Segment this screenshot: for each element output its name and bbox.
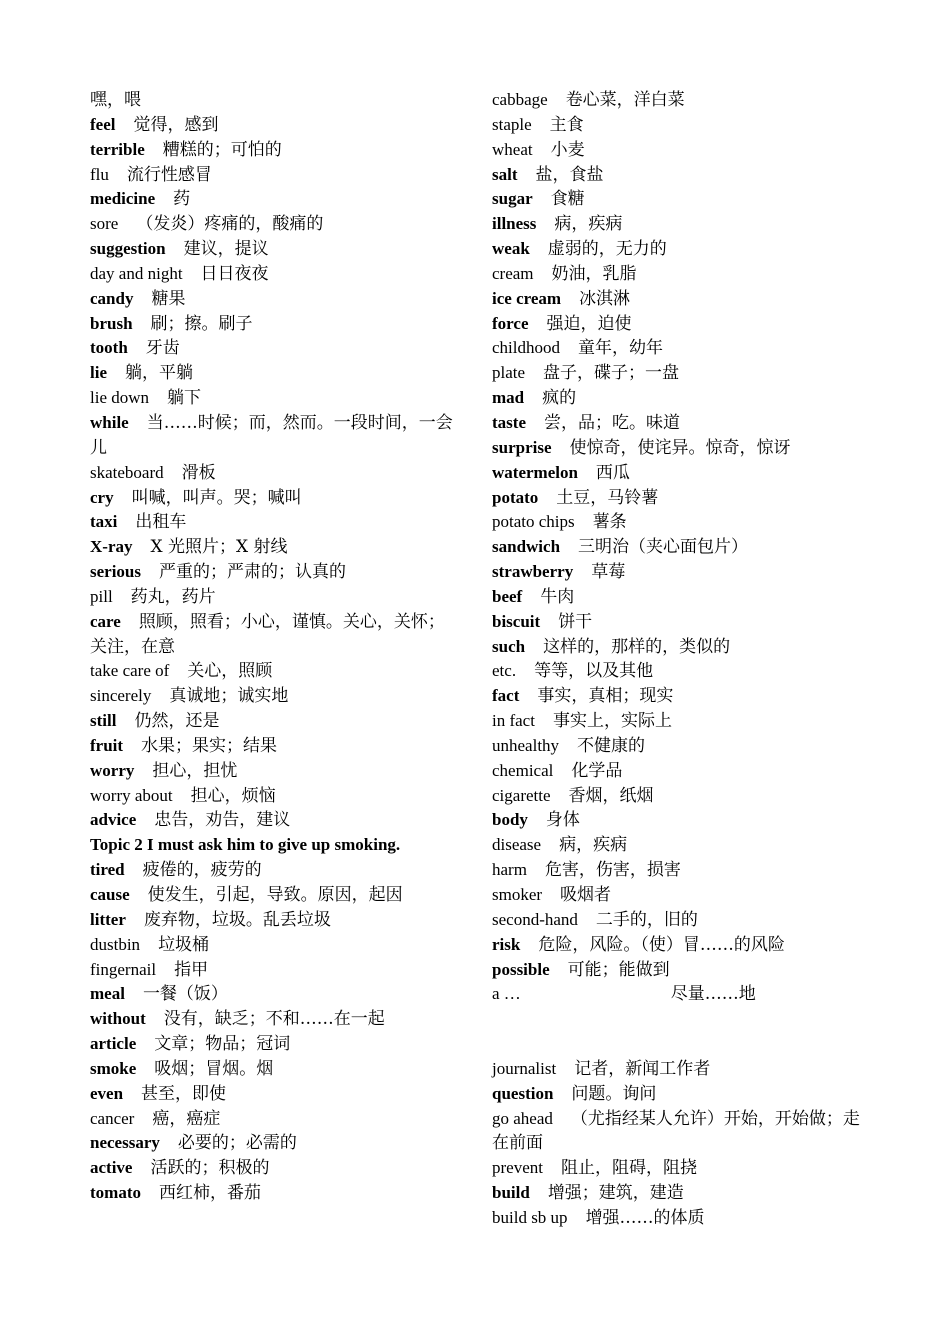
vocab-word: prevent xyxy=(492,1158,543,1178)
vocab-word: watermelon xyxy=(492,462,578,482)
vocab-word: medicine xyxy=(90,189,156,209)
vocab-word: tooth xyxy=(90,338,128,358)
vocab-entry xyxy=(492,187,862,212)
vocab-word: salt xyxy=(492,164,518,184)
vocab-definition: 糟糕的；可怕的 xyxy=(162,139,282,160)
vocab-word: care xyxy=(90,611,121,631)
vocab-definition: 垃圾桶 xyxy=(158,934,210,955)
vocab-definition: 当……时候；而，然而。一段时间，一会儿 xyxy=(90,412,453,458)
vocab-definition: 冰淇淋 xyxy=(579,288,631,309)
vocab-entry xyxy=(90,684,460,709)
vocab-entry xyxy=(492,684,862,709)
vocab-word: article xyxy=(90,1034,137,1054)
vocab-word: potato xyxy=(492,487,539,507)
vocab-entry xyxy=(492,610,862,635)
vocab-word: possible xyxy=(492,959,550,979)
vocab-definition: 活跃的；积极的 xyxy=(150,1158,270,1179)
vocab-entry xyxy=(90,610,460,660)
vocab-entry xyxy=(90,883,460,908)
vocab-entry xyxy=(492,486,862,511)
vocab-definition: 水果；果实；结果 xyxy=(141,735,278,756)
vocab-word: tired xyxy=(90,860,125,880)
vocab-word: sandwich xyxy=(492,537,561,557)
vocab-word: in fact xyxy=(492,711,535,731)
vocab-word: X-ray xyxy=(90,537,133,557)
vocab-entry xyxy=(492,908,862,933)
vocab-definition: 病，疾病 xyxy=(559,835,628,856)
vocab-entry xyxy=(90,486,460,511)
vocab-definition: 文章；物品；冠词 xyxy=(154,1034,291,1055)
vocab-entry xyxy=(492,163,862,188)
vocab-definition: 躺下 xyxy=(167,388,202,409)
right-column xyxy=(492,88,862,1231)
vocab-entry xyxy=(90,1181,460,1206)
vocab-definition: 疯的 xyxy=(542,388,577,409)
vocab-definition: 盐，食盐 xyxy=(535,164,604,185)
vocab-definition: 担心，担忧 xyxy=(152,760,238,781)
vocab-definition: 关心，照顾 xyxy=(187,661,273,682)
vocab-entry xyxy=(90,411,460,461)
vocab-definition: 身体 xyxy=(545,810,580,831)
vocab-definition: 增强……的体质 xyxy=(585,1207,705,1228)
vocab-word: still xyxy=(90,711,117,731)
vocab-definition: 一餐（饭） xyxy=(142,984,228,1005)
vocab-definition: 必要的；必需的 xyxy=(177,1133,297,1154)
vocab-definition: 使发生，引起，导致。原因，起因 xyxy=(147,885,403,905)
vocab-definition: 流行性感冒 xyxy=(126,164,212,185)
vocab-definition: 病，疾病 xyxy=(554,214,623,235)
vocab-word: day and night xyxy=(90,263,183,283)
vocab-word: pill xyxy=(90,586,113,606)
vocab-word: build sb up xyxy=(492,1207,568,1227)
vocab-word: force xyxy=(492,313,529,333)
right-column-bottom-list xyxy=(492,1057,862,1231)
vocab-entry xyxy=(90,237,460,262)
vocab-definition: 癌，癌症 xyxy=(152,1108,221,1129)
vocab-entry xyxy=(90,287,460,312)
vocab-definition: 疲倦的，疲劳的 xyxy=(142,860,262,881)
vocab-definition: 饼干 xyxy=(558,611,593,632)
vocab-definition: X 光照片；X 射线 xyxy=(150,537,288,558)
vocab-definition: 躺，平躺 xyxy=(125,363,193,384)
vocab-word: cry xyxy=(90,487,114,507)
vocab-definition: 可能；能做到 xyxy=(567,959,670,980)
vocab-entry xyxy=(492,883,862,908)
vocab-definition: 危害，伤害，损害 xyxy=(544,860,681,881)
vocab-entry xyxy=(492,734,862,759)
vocab-entry xyxy=(492,659,862,684)
vocab-entry xyxy=(90,858,460,883)
vocab-word: etc. xyxy=(492,661,517,681)
vocab-word: strawberry xyxy=(492,562,574,582)
vocab-word: lie down xyxy=(90,388,150,408)
vocab-entry xyxy=(90,113,460,138)
vocab-word: necessary xyxy=(90,1133,160,1153)
vocab-definition: 指甲 xyxy=(174,959,209,980)
vocab-word: cigarette xyxy=(492,785,551,805)
vocab-word: childhood xyxy=(492,338,560,358)
vocab-definition: 食糖 xyxy=(550,189,585,210)
vocab-word: lie xyxy=(90,363,107,383)
vocab-word: suggestion xyxy=(90,239,166,259)
vocab-definition: 问题。询问 xyxy=(571,1083,657,1104)
vocab-word: candy xyxy=(90,288,134,308)
vocab-word: unhealthy xyxy=(492,735,560,755)
vocab-definition: 吸烟者 xyxy=(560,885,612,905)
vocab-entry xyxy=(90,187,460,212)
vocab-definition: 刷；擦。刷子 xyxy=(150,313,253,334)
right-column-top-list xyxy=(492,88,862,1007)
vocab-entry xyxy=(90,585,460,610)
vocab-entry xyxy=(90,958,460,983)
vocab-definition: 日日夜夜 xyxy=(200,263,269,284)
vocab-entry xyxy=(492,958,862,983)
vocab-word: advice xyxy=(90,810,137,830)
vocab-word: worry xyxy=(90,760,135,780)
vocab-entry xyxy=(90,933,460,958)
vocab-word: cause xyxy=(90,885,130,904)
vocab-definition: 二手的，旧的 xyxy=(595,909,698,930)
vocab-word: journalist xyxy=(492,1058,557,1078)
vocab-entry xyxy=(90,1007,460,1032)
vocab-entry xyxy=(492,982,862,1007)
vocab-entry xyxy=(492,212,862,237)
vocab-definition: 没有，缺乏；不和……在一起 xyxy=(163,1009,385,1030)
vocab-definition: 使惊奇，使诧异。惊奇，惊讶 xyxy=(569,437,791,458)
vocab-word: take care of xyxy=(90,661,170,681)
vocab-entry xyxy=(90,734,460,759)
vocab-entry xyxy=(492,808,862,833)
vocab-definition: 强迫，迫使 xyxy=(546,313,632,334)
vocab-word: Topic 2 I must ask him to give up smoking. xyxy=(90,835,401,855)
vocab-entry xyxy=(492,461,862,486)
vocab-word: serious xyxy=(90,562,141,582)
vocab-entry xyxy=(492,287,862,312)
vocab-entry xyxy=(492,113,862,138)
left-column xyxy=(90,88,460,1206)
vocab-entry xyxy=(492,535,862,560)
vocab-word: ice cream xyxy=(492,288,562,308)
vocab-definition: 叫喊，叫声。哭；喊叫 xyxy=(131,487,302,508)
vocab-entry xyxy=(90,212,460,237)
vocab-word: while xyxy=(90,412,129,432)
vocab-definition: 化学品 xyxy=(571,760,623,781)
vocab-entry xyxy=(90,535,460,560)
vocab-definition: 尝，品；吃。味道 xyxy=(543,412,680,433)
vocab-entry xyxy=(492,510,862,535)
vocab-entry xyxy=(492,1107,862,1157)
vocab-entry xyxy=(492,784,862,809)
vocab-entry xyxy=(90,1107,460,1132)
vocab-word: brush xyxy=(90,313,133,333)
vocab-definition: 卷心菜，洋白菜 xyxy=(565,90,685,110)
vocab-definition: 这样的，那样的，类似的 xyxy=(543,636,731,657)
vocab-entry xyxy=(492,262,862,287)
vocab-word: weak xyxy=(492,239,530,259)
vocab-word: body xyxy=(492,810,528,830)
vocab-definition: 西瓜 xyxy=(595,462,630,483)
vocab-definition: 药丸，药片 xyxy=(130,586,216,607)
vocab-entry xyxy=(90,361,460,386)
vocab-entry xyxy=(492,138,862,163)
vocab-word: sincerely xyxy=(90,686,152,706)
vocab-definition: 建议，提议 xyxy=(183,239,269,260)
vocab-entry xyxy=(90,1032,460,1057)
vocab-word: dustbin xyxy=(90,934,141,954)
vocab-entry xyxy=(90,386,460,411)
vocab-entry xyxy=(90,262,460,287)
vocab-entry xyxy=(90,312,460,337)
vocab-word: flu xyxy=(90,164,109,184)
vocab-definition: 药 xyxy=(173,189,191,210)
vocab-entry xyxy=(90,138,460,163)
vocab-definition: 小麦 xyxy=(550,139,585,160)
vocab-word: active xyxy=(90,1158,133,1178)
vocab-word: staple xyxy=(492,114,532,134)
vocab-word: without xyxy=(90,1009,146,1029)
vocab-word: cream xyxy=(492,263,534,283)
vocab-word: feel xyxy=(90,114,116,134)
vocab-entry xyxy=(90,1156,460,1181)
vocab-entry xyxy=(492,88,862,113)
vocab-entry xyxy=(492,336,862,361)
vocab-definition: 甚至，即使 xyxy=(141,1083,227,1104)
vocab-word: worry about xyxy=(90,785,173,805)
vocab-definition: 虚弱的，无力的 xyxy=(547,239,667,260)
vocab-definition: 事实上，实际上 xyxy=(552,711,672,732)
vocab-definition: 照顾，照看；小心，谨慎。关心，关怀；关注，在意 xyxy=(90,611,445,657)
vocab-definition: 阻止，阻碍，阻挠 xyxy=(560,1158,697,1179)
vocab-word: wheat xyxy=(492,139,533,159)
vocab-word: plate xyxy=(492,363,526,383)
vocab-word: harm xyxy=(492,860,527,880)
vocab-entry xyxy=(90,982,460,1007)
vocab-entry xyxy=(90,1057,460,1082)
vocab-entry xyxy=(492,1057,862,1082)
vocab-definition: 出租车 xyxy=(135,512,187,533)
vocab-entry xyxy=(90,560,460,585)
vocab-word: second-hand xyxy=(492,909,578,929)
vocab-entry xyxy=(492,1206,862,1231)
vocab-entry xyxy=(492,858,862,883)
vocab-entry xyxy=(90,808,460,833)
vocab-word: skateboard xyxy=(90,462,164,482)
vocab-definition: 担心，烦恼 xyxy=(190,785,276,806)
vocab-word: meal xyxy=(90,984,125,1004)
vocab-word: potato chips xyxy=(492,512,575,532)
vocab-entry xyxy=(90,1131,460,1156)
vocab-definition: 事实，真相；现实 xyxy=(537,686,674,707)
vocab-word: mad xyxy=(492,388,525,408)
vocab-entry xyxy=(492,361,862,386)
vocab-definition: 真诚地；诚实地 xyxy=(169,686,289,707)
vocab-word: taxi xyxy=(90,512,118,532)
vocab-definition: 废弃物，垃圾。乱丢垃圾 xyxy=(143,909,331,930)
vocab-word: surprise xyxy=(492,437,552,457)
vocab-entry xyxy=(90,1082,460,1107)
vocab-entry xyxy=(492,436,862,461)
vocab-word: cabbage xyxy=(492,90,548,109)
vocab-word: fact xyxy=(492,686,520,706)
vocab-entry xyxy=(492,833,862,858)
vocab-word: even xyxy=(90,1083,124,1103)
vocab-word: sugar xyxy=(492,189,533,209)
vocab-entry xyxy=(90,759,460,784)
vocab-entry xyxy=(492,1181,862,1206)
vocab-definition: 尽量……地 xyxy=(670,984,756,1005)
vocab-word: question xyxy=(492,1083,554,1103)
vocab-definition: 牛肉 xyxy=(540,586,575,607)
vocab-definition: 盘子，碟子；一盘 xyxy=(543,363,680,384)
vocab-definition: 滑板 xyxy=(181,462,216,483)
vocab-definition: 仍然，还是 xyxy=(134,711,220,732)
vocab-definition: 童年，幼年 xyxy=(578,338,663,359)
vocab-entry xyxy=(90,908,460,933)
vocab-definition: 等等，以及其他 xyxy=(534,661,654,682)
vocab-definition: 奶油，乳脂 xyxy=(551,263,637,284)
vocab-definition: 不健康的 xyxy=(577,735,646,756)
section-gap xyxy=(492,1007,862,1057)
vocab-entry xyxy=(492,411,862,436)
vocab-definition: （发炎）疼痛的，酸痛的 xyxy=(136,214,324,235)
vocab-word: tomato xyxy=(90,1183,141,1203)
vocab-entry xyxy=(492,933,862,958)
vocab-definition: 草莓 xyxy=(591,562,626,583)
vocab-word: cancer xyxy=(90,1108,135,1128)
vocab-definition: 记者，新闻工作者 xyxy=(574,1058,711,1079)
vocab-definition: 忠告，劝告，建议 xyxy=(154,810,291,831)
vocab-word: fingernail xyxy=(90,959,157,979)
vocab-definition: 严重的；严肃的；认真的 xyxy=(159,562,346,583)
vocab-entry xyxy=(492,635,862,660)
vocab-entry xyxy=(492,759,862,784)
vocab-definition: 增强；建筑，建造 xyxy=(547,1183,684,1204)
vocab-entry xyxy=(492,560,862,585)
vocab-word: 嘿，喂 xyxy=(90,90,141,109)
vocab-entry xyxy=(90,833,460,858)
vocab-entry xyxy=(492,386,862,411)
vocab-word: litter xyxy=(90,909,126,929)
vocab-entry xyxy=(492,585,862,610)
vocab-word: build xyxy=(492,1183,530,1203)
vocab-word: go ahead xyxy=(492,1108,553,1128)
vocab-word: illness xyxy=(492,214,537,234)
vocab-definition: 土豆，马铃薯 xyxy=(556,487,659,508)
vocab-entry xyxy=(90,163,460,188)
vocab-definition: 主食 xyxy=(549,114,584,135)
vocab-word: disease xyxy=(492,835,542,855)
vocab-word: risk xyxy=(492,934,521,954)
vocab-definition: 觉得，感到 xyxy=(133,114,219,135)
vocab-word: smoker xyxy=(492,885,543,904)
vocab-word: chemical xyxy=(492,760,554,780)
vocab-word: fruit xyxy=(90,735,124,755)
vocab-entry xyxy=(90,709,460,734)
vocab-definition: 香烟，纸烟 xyxy=(568,785,654,806)
vocab-word: taste xyxy=(492,412,526,432)
vocab-entry xyxy=(492,312,862,337)
vocab-entry xyxy=(90,88,460,113)
vocab-word: beef xyxy=(492,586,523,606)
vocab-word: smoke xyxy=(90,1058,137,1078)
vocab-definition: 糖果 xyxy=(151,288,186,309)
vocab-definition: 西红柿，番茄 xyxy=(158,1183,261,1204)
vocab-word: such xyxy=(492,636,526,656)
vocab-entry xyxy=(90,336,460,361)
vocab-entry xyxy=(492,1082,862,1107)
vocab-definition: 吸烟；冒烟。烟 xyxy=(154,1058,274,1079)
vocab-definition: 三明治（夹心面包片） xyxy=(578,537,749,558)
vocab-entry xyxy=(90,461,460,486)
vocab-entry xyxy=(492,237,862,262)
vocab-entry xyxy=(492,709,862,734)
vocab-entry xyxy=(90,784,460,809)
vocab-definition: 薯条 xyxy=(592,512,627,533)
vocab-entry xyxy=(90,510,460,535)
vocab-definition: （尤指经某人允许）开始，开始做；走在前面 xyxy=(492,1108,860,1154)
vocab-word: sore xyxy=(90,214,119,234)
vocab-definition: 危险，风险。（使）冒……的风险 xyxy=(538,934,785,955)
vocab-word: terrible xyxy=(90,139,145,159)
vocab-entry xyxy=(90,659,460,684)
vocab-word: biscuit xyxy=(492,611,541,631)
vocab-entry xyxy=(492,1156,862,1181)
vocab-word: a … xyxy=(492,984,521,1004)
vocab-definition: 牙齿 xyxy=(145,338,180,359)
